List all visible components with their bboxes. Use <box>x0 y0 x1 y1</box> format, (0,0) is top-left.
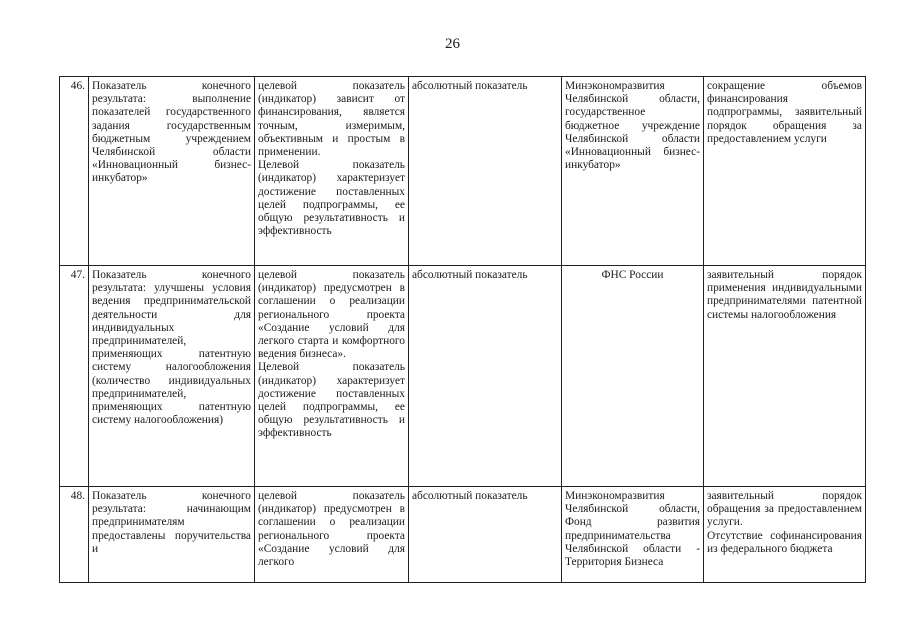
indicator-type-cell: абсолютный показатель <box>409 77 562 266</box>
row-number: 48. <box>60 487 89 583</box>
description-paragraph: целевой показатель (индикатор) предусмотрен в соглашении о реализации регионального проекта «Создание условий для легкого <box>258 490 405 569</box>
indicator-name-cell: Показатель конечного результата: улучшены условия ведения предпринимательской деятельности для индивидуальных предпринимателей, применяющих патентную систему налогообложения (количество индивидуальных предпринимателей, применяющих патентную систему налогообложения) <box>89 266 255 487</box>
comment-paragraph: сокращение объемов финансирования подпрограммы, заявительный порядок обращения за предоставлением услуги <box>707 80 862 145</box>
description-paragraph: целевой показатель (индикатор) зависит от финансирования, является точным, измеримым, объективным и простым в применении. <box>258 80 405 159</box>
table-row <box>60 266 866 487</box>
comment-cell <box>704 77 866 266</box>
indicator-description-cell <box>255 487 409 583</box>
comment-paragraph: Отсутствие софинансирования из федерального бюджета <box>707 529 862 555</box>
indicator-type-cell: абсолютный показатель <box>409 266 562 487</box>
description-paragraph: целевой показатель (индикатор) предусмотрен в соглашении о реализации регионального проекта «Создание условий для легкого старта и комфортного ведения бизнеса». <box>258 269 405 361</box>
description-paragraph: Целевой показатель (индикатор) характеризует достижение поставленных целей подпрограммы, ее общую результативность и эффективность <box>258 361 405 440</box>
table-row <box>60 77 866 266</box>
indicator-type-cell: абсолютный показатель <box>409 487 562 583</box>
comment-cell <box>704 266 866 487</box>
comment-cell <box>704 487 866 583</box>
indicator-name-cell: Показатель конечного результата: начинающим предпринимателям предоставлены поручительства и <box>89 487 255 583</box>
row-number: 47. <box>60 266 89 487</box>
comment-paragraph: заявительный порядок обращения за предоставлением услуги. <box>707 490 862 529</box>
comment-paragraph: заявительный порядок применения индивидуальными предпринимателями патентной системы налогообложения <box>707 269 862 321</box>
row-number: 46. <box>60 77 89 266</box>
data-source-cell: Минэкономразвития Челябинской области, государственное бюджетное учреждение Челябинской области «Инновационный бизнес-инкубатор» <box>562 77 704 266</box>
description-paragraph: Целевой показатель (индикатор) характеризует достижение поставленных целей подпрограммы, ее общую результативность и эффективность <box>258 159 405 238</box>
indicator-description-cell <box>255 266 409 487</box>
indicators-table <box>59 76 866 583</box>
table-row <box>60 487 866 583</box>
indicator-name-cell: Показатель конечного результата: выполнение показателей государственного задания государственным бюджетным учреждением Челябинской области «Инновационный бизнес-инкубатор» <box>89 77 255 266</box>
data-source-cell: ФНС России <box>562 266 704 487</box>
data-source-cell: Минэкономразвития Челябинской области, Фонд развития предпринимательства Челябинской области - Территория Бизнеса <box>562 487 704 583</box>
page-number: 26 <box>445 36 460 52</box>
indicator-description-cell <box>255 77 409 266</box>
